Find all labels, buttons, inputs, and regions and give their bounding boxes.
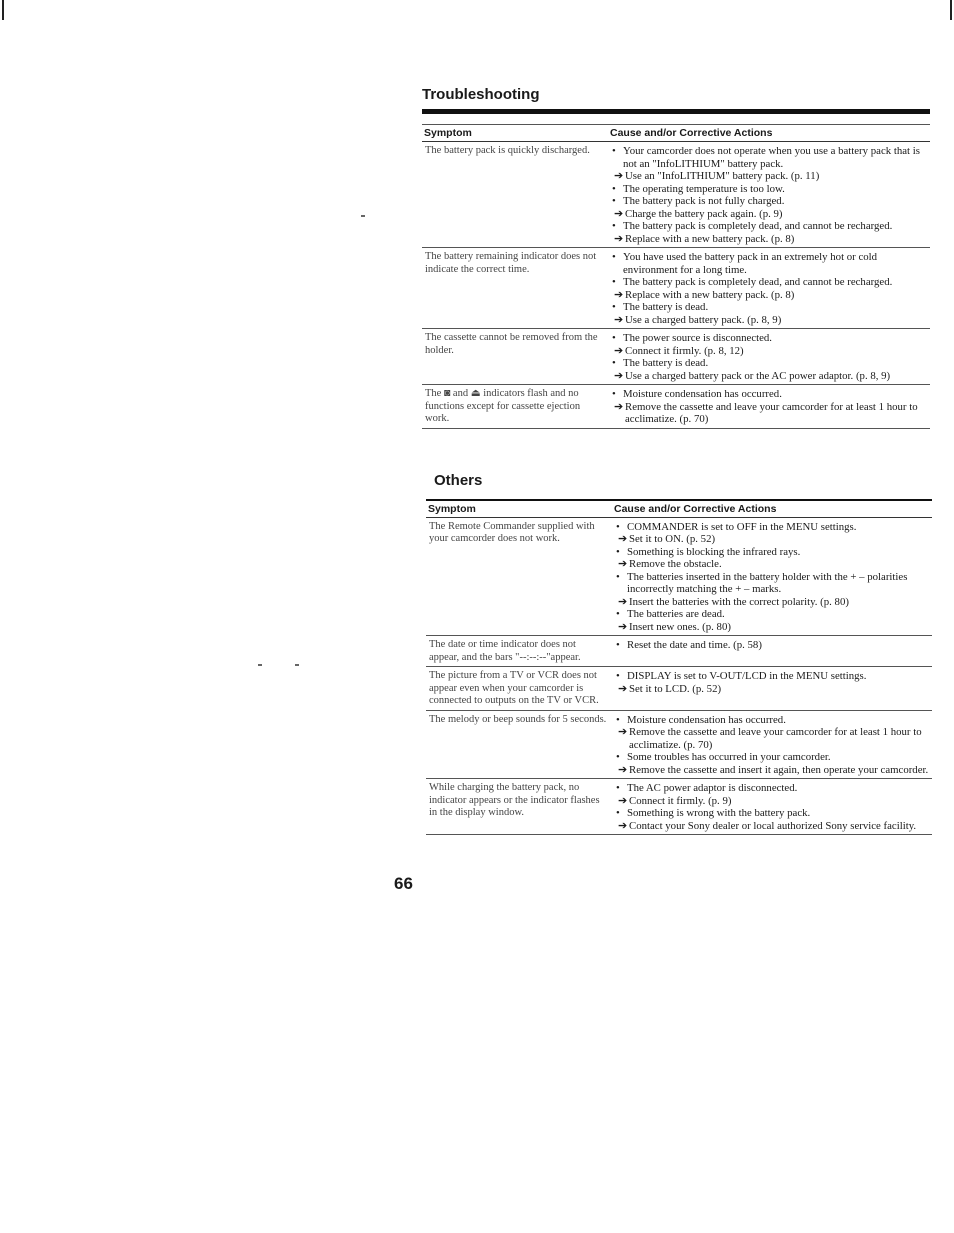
arrow-icon: ➔ — [614, 170, 624, 182]
right-crop-mark — [950, 0, 952, 20]
bullet-icon: • — [616, 520, 620, 533]
section-title: Others — [434, 472, 483, 489]
item-text: COMMANDER is set to OFF in the MENU settings. — [627, 520, 857, 533]
corrective-action — [616, 795, 932, 808]
item-text: Some troubles has occurred in your camcorder. — [627, 751, 831, 763]
corrective-action — [612, 401, 930, 426]
cause-item — [612, 332, 930, 345]
cause-header: Cause and/or Corrective Actions — [610, 127, 773, 139]
symptom-cell: The battery remaining indicator does not indicate the correct time. — [425, 251, 597, 275]
cause-cell — [616, 639, 932, 664]
item-text: Use a charged battery pack or the AC power adaptor. (p. 8, 9) — [625, 369, 891, 382]
cause-item — [612, 276, 930, 289]
bullet-icon: • — [616, 545, 620, 558]
symptom-cell: The date or time indicator does not appear, and the bars "--:--:--"appear. — [429, 639, 581, 663]
troubleshooting-section — [422, 86, 930, 429]
bullet-icon: • — [616, 807, 620, 819]
item-text: Reset the date and time. (p. 58) — [627, 639, 762, 651]
scan-speck — [361, 215, 365, 217]
header-rule — [422, 124, 930, 125]
arrow-icon: ➔ — [614, 369, 624, 382]
arrow-icon: ➔ — [618, 682, 628, 695]
bullet-icon: • — [612, 145, 616, 157]
corrective-action — [612, 208, 930, 221]
item-text: Connect it firmly. (p. 9) — [629, 794, 732, 807]
arrow-icon: ➔ — [614, 207, 624, 220]
others-table — [426, 518, 932, 836]
corrective-action — [616, 558, 932, 571]
cause-item — [612, 357, 930, 370]
item-text: Use an "InfoLITHIUM" battery pack. (p. 11) — [625, 170, 820, 182]
cause-item — [616, 714, 932, 727]
symptom-cell: The ◙ and ⏏ indicators flash and no functions except for cassette ejection work. — [425, 388, 581, 424]
cause-item — [616, 608, 932, 621]
cause-cell — [616, 521, 932, 634]
troubleshooting-table — [422, 142, 930, 429]
item-text: Remove the cassette and leave your camcorder for at least 1 hour to acclimatize. (p. 70) — [629, 726, 922, 751]
cause-item — [612, 220, 930, 233]
symptom-cell: The cassette cannot be removed from the holder. — [425, 332, 598, 356]
item-text: The battery is dead. — [623, 357, 709, 369]
bullet-icon: • — [616, 782, 620, 794]
table-row — [422, 329, 930, 385]
bullet-icon: • — [616, 713, 620, 726]
bullet-icon: • — [612, 357, 616, 369]
arrow-icon: ➔ — [618, 533, 628, 545]
bullet-icon: • — [612, 220, 616, 232]
cause-cell — [616, 714, 932, 777]
bullet-icon: • — [612, 388, 616, 400]
cause-item — [616, 751, 932, 764]
corrective-action — [616, 621, 932, 634]
symptom-cell: While charging the battery pack, no indicator appears or the indicator flashes in the display window. — [429, 782, 600, 818]
table-row — [422, 248, 930, 329]
bullet-icon: • — [616, 570, 620, 583]
cause-cell — [612, 388, 930, 426]
item-text: Remove the obstacle. — [629, 558, 722, 570]
cause-item — [612, 183, 930, 196]
corrective-action — [612, 370, 930, 383]
arrow-icon: ➔ — [614, 288, 624, 301]
cause-cell — [612, 332, 930, 382]
page-number: 66 — [394, 874, 413, 893]
arrow-icon: ➔ — [618, 763, 628, 776]
item-text: Set it to LCD. (p. 52) — [629, 682, 722, 695]
arrow-icon: ➔ — [614, 400, 624, 413]
table-row — [426, 779, 932, 835]
section-title: Troubleshooting — [422, 86, 540, 103]
item-text: The AC power adaptor is disconnected. — [627, 782, 798, 794]
item-text: The operating temperature is too low. — [623, 182, 785, 195]
item-text: Charge the battery pack again. (p. 9) — [625, 207, 783, 220]
arrow-icon: ➔ — [618, 726, 628, 738]
item-text: Remove the cassette and leave your camcorder for at least 1 hour to acclimatize. (p. 70) — [625, 400, 918, 425]
column-headers — [426, 503, 932, 518]
item-text: You have used the battery pack in an extremely hot or cold environment for a long time. — [623, 251, 878, 276]
column-headers — [422, 127, 930, 142]
corrective-action — [612, 314, 930, 327]
item-text: The power source is disconnected. — [623, 332, 773, 344]
corrective-action — [616, 820, 932, 833]
arrow-icon: ➔ — [618, 794, 628, 807]
item-text: Your camcorder does not operate when you use a battery pack that is not an "InfoLITHIUM" battery pack. — [623, 145, 920, 170]
arrow-icon: ➔ — [614, 313, 624, 326]
bullet-icon: • — [612, 182, 616, 195]
arrow-icon: ➔ — [618, 620, 628, 633]
table-row — [422, 142, 930, 248]
table-row — [422, 385, 930, 429]
corrective-action — [616, 726, 932, 751]
cause-cell — [612, 251, 930, 326]
bullet-icon: • — [612, 301, 616, 313]
item-text: Something is wrong with the battery pack. — [627, 807, 811, 819]
bullet-icon: • — [616, 608, 620, 620]
cause-item — [612, 145, 930, 170]
cause-item — [616, 639, 932, 652]
item-text: DISPLAY is set to V-OUT/LCD in the MENU settings. — [627, 670, 867, 682]
bullet-icon: • — [612, 251, 616, 263]
item-text: Set it to ON. (p. 52) — [629, 533, 716, 545]
table-row — [426, 711, 932, 780]
item-text: Use a charged battery pack. (p. 8, 9) — [625, 313, 782, 326]
item-text: Replace with a new battery pack. (p. 8) — [625, 288, 795, 301]
header-rule — [426, 499, 932, 501]
table-row — [426, 636, 932, 667]
item-text: Replace with a new battery pack. (p. 8) — [625, 232, 795, 245]
cause-cell — [616, 670, 932, 708]
scan-speck — [258, 664, 262, 666]
symptom-cell: The battery pack is quickly discharged. — [425, 145, 590, 156]
item-text: Contact your Sony dealer or local authorized Sony service facility. — [629, 819, 917, 832]
item-text: Something is blocking the infrared rays. — [627, 545, 801, 558]
section-rule — [422, 109, 930, 114]
cause-item — [616, 546, 932, 559]
item-text: Remove the cassette and insert it again, then operate your camcorder. — [629, 763, 929, 776]
item-text: The battery pack is not fully charged. — [623, 195, 785, 207]
cause-item — [616, 807, 932, 820]
cause-item — [612, 195, 930, 208]
arrow-icon: ➔ — [618, 819, 628, 832]
bullet-icon: • — [612, 276, 616, 288]
item-text: The batteries are dead. — [627, 608, 725, 620]
symptom-header: Symptom — [428, 502, 476, 515]
item-text: Moisture condensation has occurred. — [627, 713, 786, 726]
left-crop-mark — [2, 0, 4, 20]
cause-cell — [616, 782, 932, 832]
table-row — [426, 667, 932, 711]
item-text: The battery pack is completely dead, and cannot be recharged. — [623, 220, 893, 232]
corrective-action — [616, 533, 932, 546]
item-text: Connect it firmly. (p. 8, 12) — [625, 344, 744, 357]
corrective-action — [612, 170, 930, 183]
cause-item — [612, 301, 930, 314]
corrective-action — [616, 764, 932, 777]
bullet-icon: • — [616, 639, 620, 651]
item-text: Moisture condensation has occurred. — [623, 388, 782, 400]
arrow-icon: ➔ — [614, 344, 624, 357]
cause-item — [616, 521, 932, 534]
corrective-action — [616, 683, 932, 696]
bullet-icon: • — [612, 332, 616, 344]
bullet-icon: • — [612, 195, 616, 207]
item-text: Insert new ones. (p. 80) — [629, 620, 731, 633]
bullet-icon: • — [616, 751, 620, 763]
corrective-action — [612, 289, 930, 302]
bullet-icon: • — [616, 670, 620, 682]
cause-cell — [612, 145, 930, 245]
scan-speck — [295, 664, 299, 666]
corrective-action — [612, 233, 930, 246]
symptom-cell: The melody or beep sounds for 5 seconds. — [429, 713, 607, 725]
cause-item — [616, 670, 932, 683]
symptom-cell: The picture from a TV or VCR does not appear even when your camcorder is connected to outputs on the TV or VCR. — [429, 670, 599, 706]
cause-header: Cause and/or Corrective Actions — [614, 502, 777, 515]
corrective-action — [612, 345, 930, 358]
item-text: The battery pack is completely dead, and cannot be recharged. — [623, 276, 893, 288]
symptom-header: Symptom — [424, 127, 472, 139]
corrective-action — [616, 596, 932, 609]
arrow-icon: ➔ — [618, 558, 628, 570]
item-text: The batteries inserted in the battery holder with the + – polarities incorrectly matching the + – marks. — [627, 570, 908, 595]
cause-item — [612, 388, 930, 401]
cause-item — [616, 782, 932, 795]
arrow-icon: ➔ — [618, 595, 628, 608]
others-section — [426, 472, 932, 835]
item-text: Insert the batteries with the correct polarity. (p. 80) — [629, 595, 849, 608]
symptom-cell: The Remote Commander supplied with your camcorder does not work. — [429, 520, 595, 544]
cause-item — [616, 571, 932, 596]
item-text: The battery is dead. — [623, 301, 709, 313]
arrow-icon: ➔ — [614, 232, 624, 245]
cause-item — [612, 251, 930, 276]
table-row — [426, 518, 932, 637]
